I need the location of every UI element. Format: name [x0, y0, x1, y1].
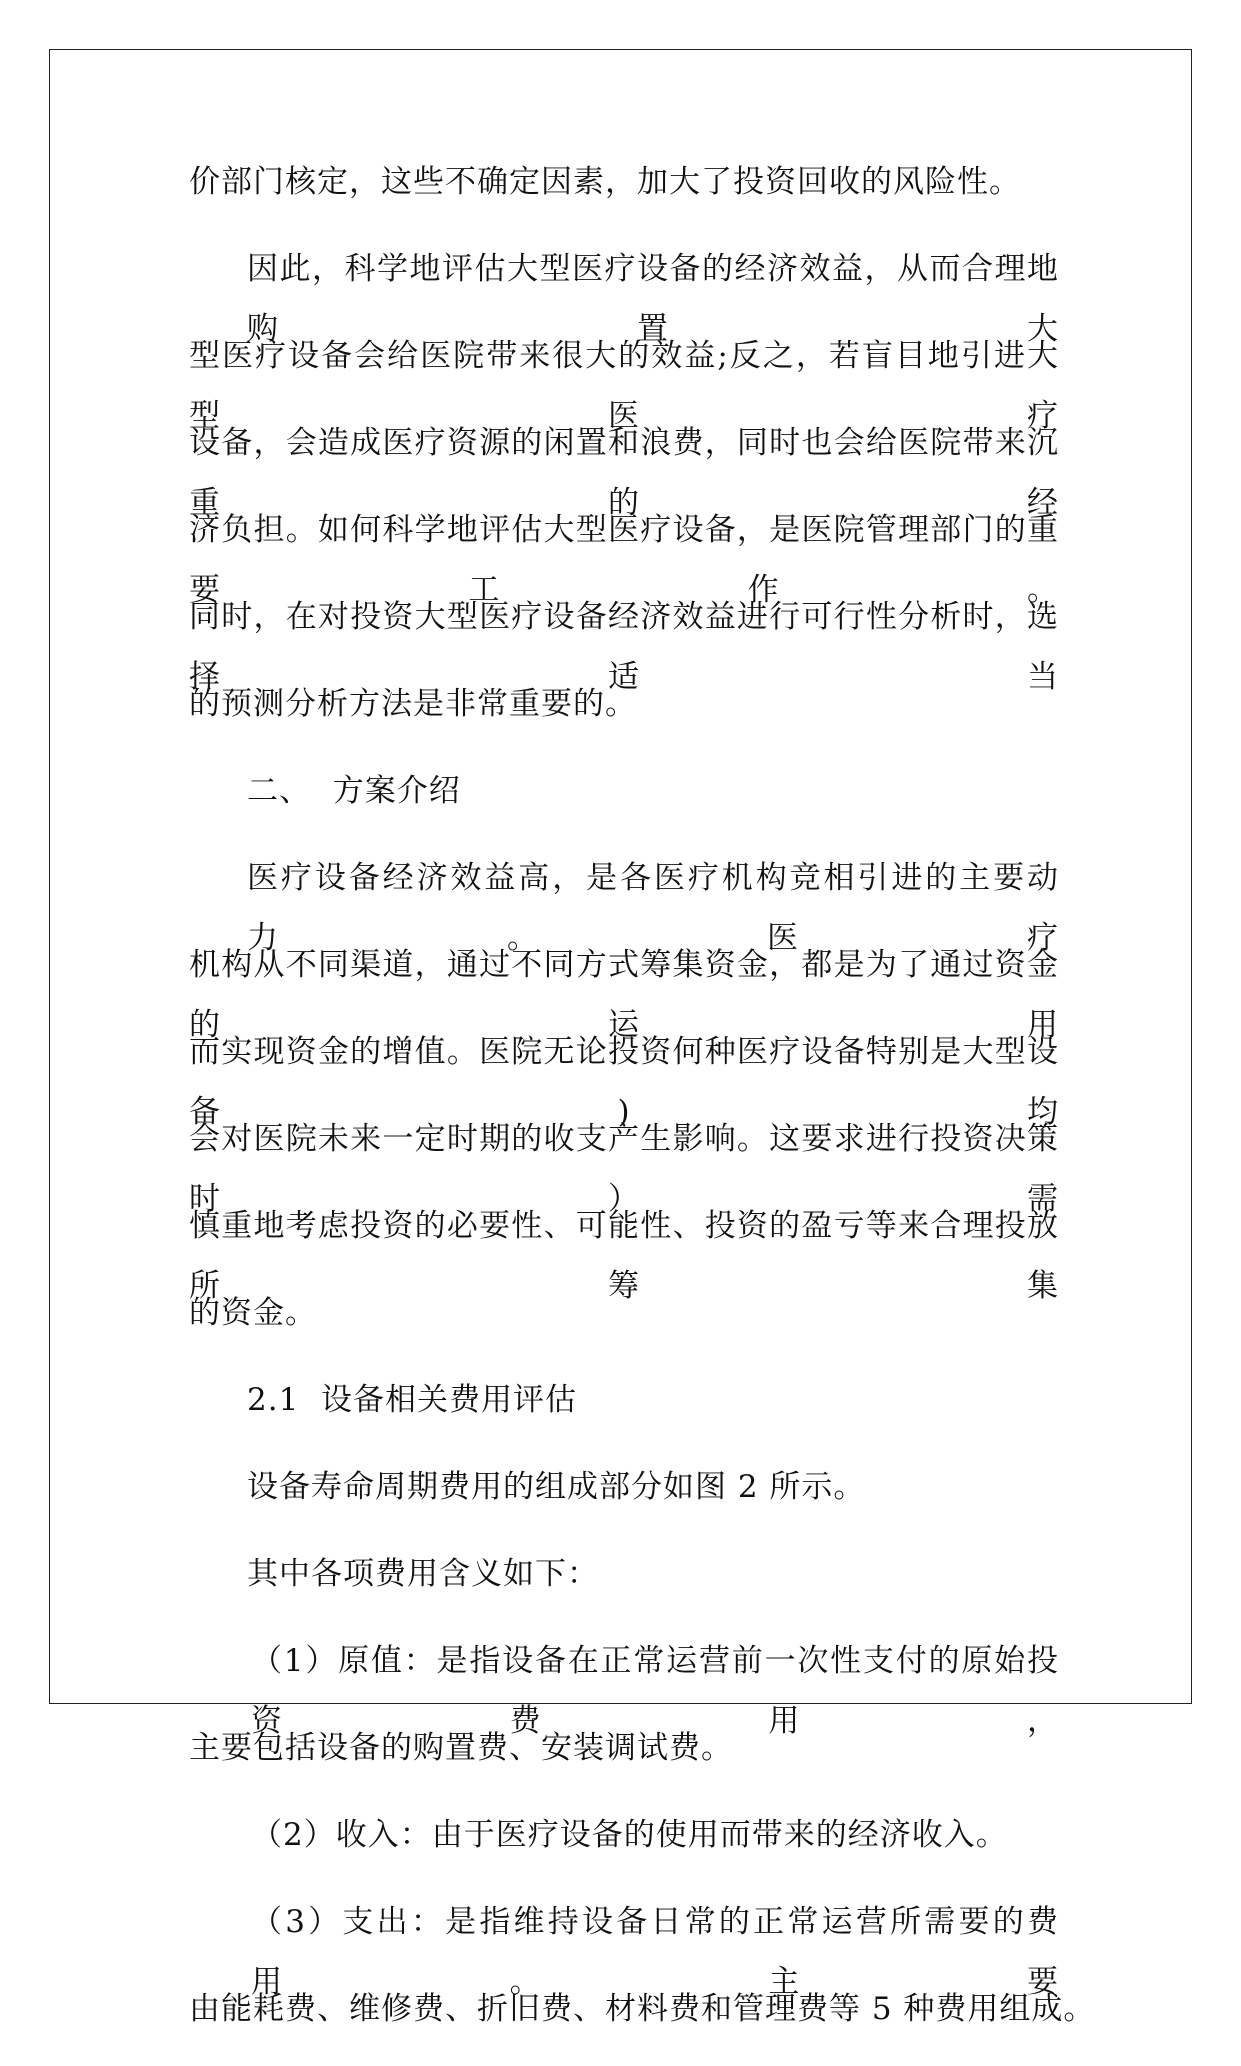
- paragraph-line-9: 医疗设备经济效益高，是各医疗机构竞相引进的主要动力。医疗: [247, 860, 1059, 956]
- list-item-3-line-2: 由能耗费、维修费、折旧费、材料费和管理费等 5 种费用组成。: [189, 1991, 1096, 2027]
- subsection-heading: 2.1 设备相关费用评估: [247, 1382, 578, 1418]
- list-item-2: （2）收入：由于医疗设备的使用而带来的经济收入。: [251, 1817, 1008, 1853]
- paragraph-line-14: 的资金。: [189, 1295, 317, 1331]
- paragraph-line-10: 机构从不同渠道，通过不同方式筹集资金，都是为了通过资金的运用: [189, 947, 1059, 1043]
- list-item-1-line-2: 主要包括设备的购置费、安装调试费。: [189, 1730, 733, 1766]
- paragraph-line-6: 同时，在对投资大型医疗设备经济效益进行可行性分析时，选择适当: [189, 599, 1059, 695]
- paragraph-line-1: 价部门核定，这些不确定因素，加大了投资回收的风险性。: [189, 164, 1021, 200]
- paragraph-line-2: 因此，科学地评估大型医疗设备的经济效益，从而合理地购置大: [247, 251, 1059, 347]
- paragraph-line-12: 会对医院未来一定时期的收支产生影响。这要求进行投资决策时）需: [189, 1121, 1059, 1217]
- paragraph-line-13: 慎重地考虑投资的必要性、可能性、投资的盈亏等来合理投放所筹集: [189, 1208, 1059, 1304]
- list-item-3-line-1: （3）支出：是指维持设备日常的正常运营所需要的费用。主要: [251, 1904, 1059, 2000]
- section-heading: 二、 方案介绍: [247, 773, 461, 809]
- paragraph-line-4: 设备，会造成医疗资源的闲置和浪费，同时也会给医院带来沉重的经: [189, 425, 1059, 521]
- paragraph-line-16: 设备寿命周期费用的组成部分如图 2 所示。: [247, 1469, 866, 1505]
- document-body: [189, 152, 1096, 2066]
- paragraph-line-17: 其中各项费用含义如下：: [247, 1556, 599, 1592]
- paragraph-line-11: 而实现资金的增值。医院无论投资何种医疗设备特别是大型设备)均: [189, 1034, 1059, 1130]
- paragraph-line-3: 型医疗设备会给医院带来很大的效益;反之，若盲目地引进大型医疗: [189, 338, 1059, 434]
- list-item-1-line-1: （1）原值：是指设备在正常运营前一次性支付的原始投资费用，: [251, 1643, 1059, 1739]
- paragraph-line-7: 的预测分析方法是非常重要的。: [189, 686, 637, 722]
- paragraph-line-5: 济负担。如何科学地评估大型医疗设备，是医院管理部门的重要工作。: [189, 512, 1059, 608]
